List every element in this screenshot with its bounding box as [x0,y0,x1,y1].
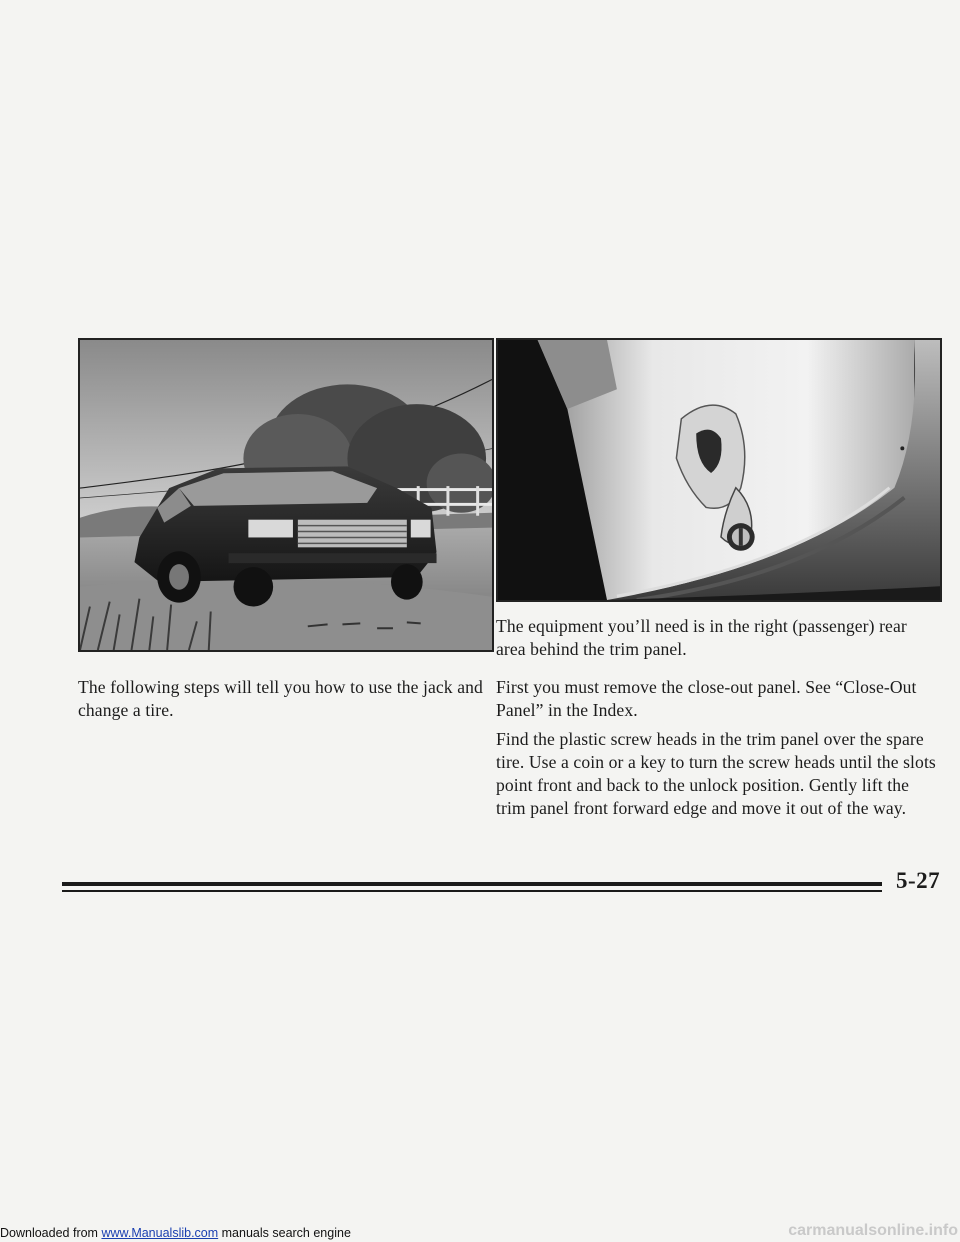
footer-suffix: manuals search engine [218,1226,351,1240]
trim-panel-screw-illustration [496,338,942,602]
watermark-text: carmanualsonline.info [788,1222,958,1239]
footer-rule-thick [62,882,882,886]
car-roadside-illustration [78,338,494,652]
page-number: 5-27 [896,868,941,893]
manualslib-link[interactable]: www.Manualslib.com [101,1226,219,1240]
jack-intro-paragraph: The following steps will tell you how to use the jack and change a tire. [78,677,483,720]
close-out-panel-paragraph: First you must remove the close-out panel. See “Close-Out Panel” in the Index. [496,677,917,720]
equipment-location-paragraph: The equipment you’ll need is in the right (passenger) rear area behind the trim panel. [496,616,907,659]
panel-illustration-svg [498,340,940,600]
car-illustration-svg [80,340,492,650]
trim-panel-removal-paragraph: Find the plastic screw heads in the trim panel over the spare tire. Use a coin or a key to turn the screw heads until the slots point front and back to the unlock position. Gently lift the trim panel front forward edge and move it out of the way. [496,729,936,818]
footer-rule-thin [62,890,882,892]
footer-prefix: Downloaded from [0,1226,102,1240]
